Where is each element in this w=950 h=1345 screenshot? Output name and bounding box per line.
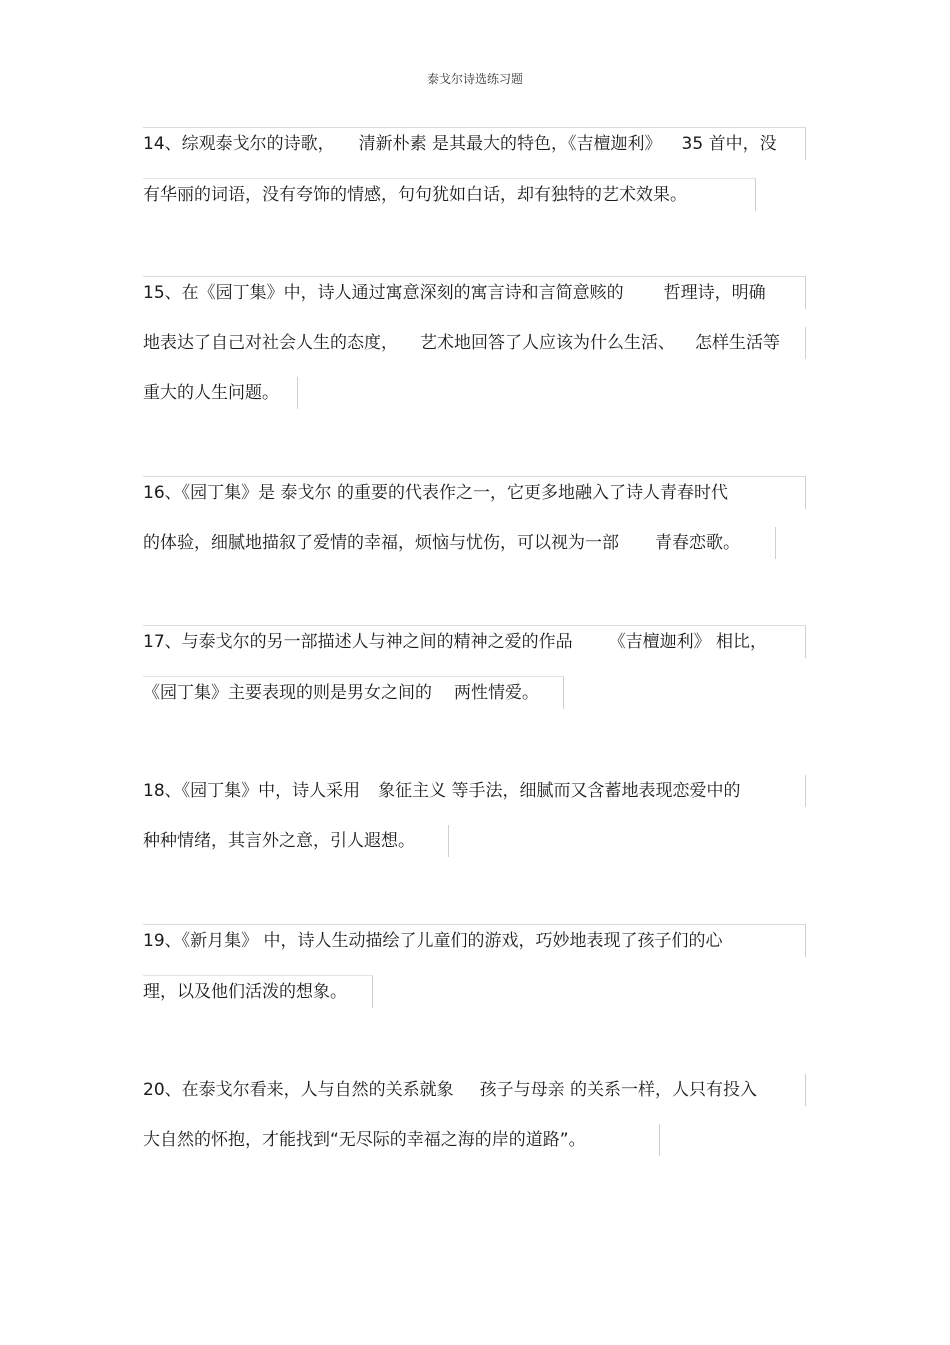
question-20 bbox=[143, 1074, 805, 1156]
question-line bbox=[143, 924, 806, 957]
question-18 bbox=[143, 775, 805, 857]
question-line bbox=[143, 178, 756, 211]
text-segment: 35 首中，没 bbox=[681, 134, 777, 154]
question-14 bbox=[143, 127, 805, 211]
text-segment: 20、在泰戈尔看来，人与自然的关系就象 bbox=[143, 1080, 454, 1100]
text-segment: 种种情绪，其言外之意，引人遐想。 bbox=[143, 831, 415, 851]
question-line bbox=[143, 1124, 660, 1156]
text-segment: 14、综观泰戈尔的诗歌， bbox=[143, 134, 335, 154]
blank-answer: 《吉檀迦利》 相比， bbox=[608, 632, 768, 652]
text-segment: 17、与泰戈尔的另一部描述人与神之间的精神之爱的作品 bbox=[143, 632, 573, 652]
text-segment: 15、在《园丁集》中，诗人通过寓意深刻的寓言诗和言简意赅的 bbox=[143, 283, 624, 303]
question-line bbox=[143, 377, 298, 409]
question-line bbox=[143, 476, 806, 509]
question-line bbox=[143, 127, 806, 160]
page-header: 泰戈尔诗选练习题 bbox=[426, 72, 523, 86]
question-17 bbox=[143, 625, 805, 709]
question-15 bbox=[143, 276, 805, 409]
question-line bbox=[143, 1074, 806, 1106]
text-segment: 地表达了自己对社会人生的态度， bbox=[143, 333, 398, 353]
text-segment: 重大的人生问题。 bbox=[143, 383, 279, 403]
question-19 bbox=[143, 924, 805, 1008]
text-segment: 大自然的怀抱，才能找到“无尽际的幸福之海的岸的道路”。 bbox=[143, 1130, 586, 1150]
question-16 bbox=[143, 476, 805, 559]
question-line bbox=[143, 276, 806, 309]
blank-answer: 哲理诗，明确 bbox=[663, 283, 766, 303]
text-segment: 《园丁集》主要表现的则是男女之间的 bbox=[143, 683, 432, 703]
text-segment: 怎样生活等 bbox=[695, 333, 780, 353]
blank-answer: 象征主义 等手法，细腻而又含蓄地表现恋爱中的 bbox=[378, 781, 741, 801]
text-segment: 19、《新月集》 中，诗人生动描绘了儿童们的游戏，巧妙地表现了孩子们的心 bbox=[143, 931, 723, 951]
question-line bbox=[143, 327, 806, 359]
text-segment: 理，以及他们活泼的想象。 bbox=[143, 982, 347, 1002]
blank-answer: 青春恋歌。 bbox=[655, 533, 740, 553]
blank-answer: 艺术地回答了人应该为什么生活、 bbox=[420, 333, 675, 353]
blank-answer: 清新朴素 是其最大的特色，《吉檀迦利》 bbox=[358, 134, 662, 154]
question-line bbox=[143, 975, 373, 1008]
question-line bbox=[143, 625, 806, 658]
blank-answer: 两性情爱。 bbox=[454, 683, 539, 703]
question-line bbox=[143, 825, 449, 857]
question-line bbox=[143, 775, 806, 807]
blank-answer: 孩子与母亲 的关系一样，人只有投入 bbox=[479, 1080, 758, 1100]
question-line bbox=[143, 676, 564, 709]
text-segment: 18、《园丁集》中，诗人采用 bbox=[143, 781, 361, 801]
text-segment: 的体验，细腻地描叙了爱情的幸福，烦恼与忧伤，可以视为一部 bbox=[143, 533, 619, 553]
question-line bbox=[143, 527, 776, 559]
text-segment: 有华丽的词语，没有夸饰的情感，句句犹如白话，却有独特的艺术效果。 bbox=[143, 185, 687, 205]
text-segment: 16、《园丁集》是 泰戈尔 的重要的代表作之一，它更多地融入了诗人青春时代 bbox=[143, 483, 728, 503]
